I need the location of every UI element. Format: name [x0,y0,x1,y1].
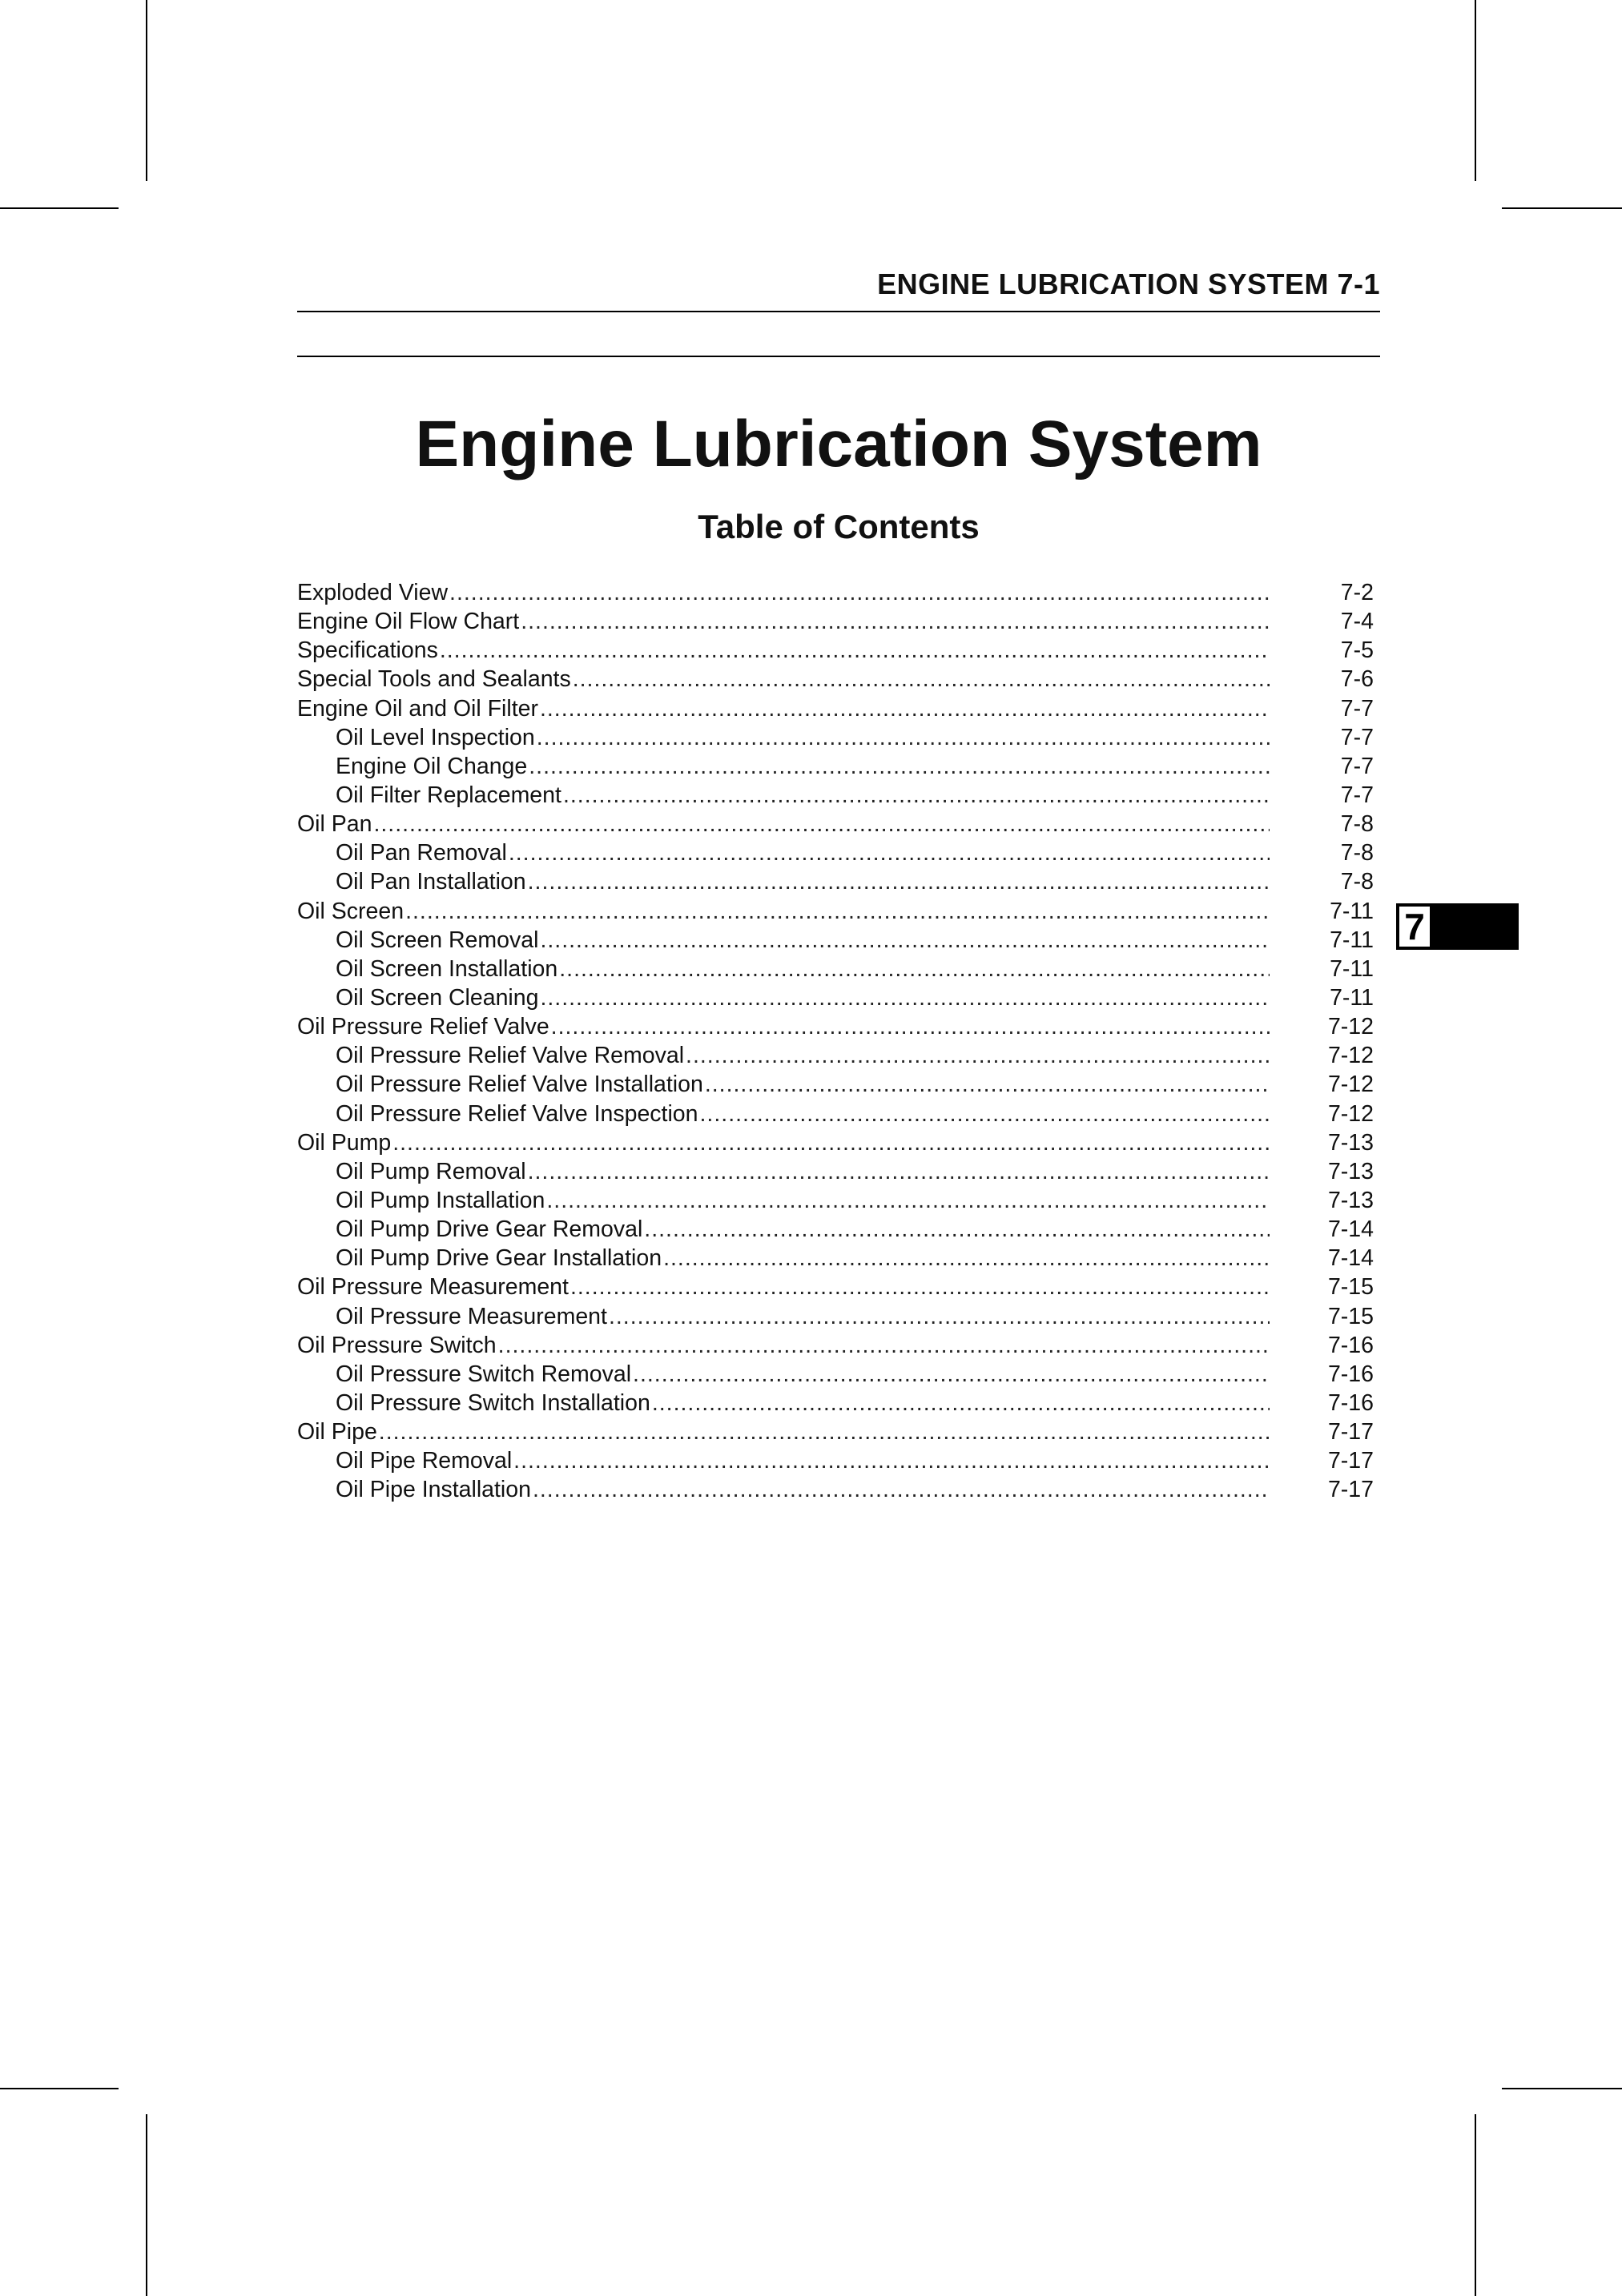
toc-page-number: 7-16 [1327,1332,1374,1358]
toc-dot-leader [528,1157,1270,1186]
toc-page-number: 7-4 [1340,609,1374,635]
toc-page-number: 7-14 [1327,1245,1374,1272]
toc-entry[interactable] [297,1157,1374,1186]
toc-entry-title: Oil Pressure Relief Valve [297,1014,549,1040]
toc-entry[interactable] [297,752,1374,781]
toc-dot-leader [644,1215,1270,1244]
toc-page-number: 7-12 [1327,1100,1374,1127]
toc-dot-leader [551,1012,1270,1041]
toc-page-number: 7-11 [1330,898,1374,924]
toc-page-number: 7-8 [1340,811,1374,838]
crop-mark-bottom-right-vertical [1475,2114,1476,2296]
toc-dot-leader [633,1360,1270,1389]
table-of-contents [297,578,1374,1505]
toc-page-number: 7-7 [1340,753,1374,779]
toc-dot-leader [392,1128,1270,1157]
toc-entry-title: Oil Pipe Removal [336,1448,513,1474]
toc-entry-title: Oil Screen Installation [336,955,558,982]
toc-entry-title: Special Tools and Sealants [297,666,571,693]
toc-entry[interactable] [297,1302,1374,1331]
toc-entry-title: Oil Pan Removal [336,840,507,867]
toc-page-number: 7-5 [1340,637,1374,664]
toc-entry[interactable] [297,636,1374,665]
toc-dot-leader [373,810,1270,838]
toc-page-number: 7-14 [1327,1216,1374,1243]
toc-dot-leader [521,607,1270,636]
toc-page-number: 7-17 [1327,1419,1374,1446]
toc-entry-title: Oil Filter Replacement [336,782,561,808]
toc-entry-title: Oil Pump Drive Gear Removal [336,1216,643,1243]
toc-dot-leader [405,897,1270,926]
crop-mark-top-left-vertical [146,0,147,181]
toc-entry-title: Oil Pressure Switch Installation [336,1389,650,1416]
chapter-number: 7 [1399,907,1430,947]
toc-entry-title: Oil Screen Cleaning [336,984,539,1011]
toc-entry-title: Oil Pump Removal [336,1158,526,1184]
toc-page-number: 7-15 [1327,1303,1374,1329]
toc-dot-leader [663,1244,1270,1273]
toc-entry-title: Oil Pump Installation [336,1187,545,1213]
toc-dot-leader [540,983,1270,1012]
toc-entry-title: Oil Pressure Relief Valve Removal [336,1043,685,1069]
toc-entry[interactable] [297,838,1374,867]
toc-dot-leader [509,838,1270,867]
toc-entry[interactable] [297,1070,1374,1099]
toc-dot-leader [540,694,1270,723]
toc-page-number: 7-17 [1327,1477,1374,1503]
crop-mark-top-right-horizontal [1502,207,1622,209]
toc-page-number: 7-11 [1330,927,1374,953]
toc-page-number: 7-8 [1340,840,1374,867]
toc-entry[interactable] [297,1475,1374,1504]
toc-dot-leader [529,752,1270,781]
title-rule [297,356,1380,357]
toc-entry-title: Engine Oil Change [336,753,528,779]
toc-entry[interactable] [297,1186,1374,1215]
toc-entry[interactable] [297,897,1374,926]
toc-page-number: 7-13 [1327,1158,1374,1184]
toc-dot-leader [537,723,1270,752]
toc-entry[interactable] [297,1360,1374,1389]
toc-dot-leader [686,1041,1270,1070]
toc-entry-title: Oil Pipe Installation [336,1477,531,1503]
toc-entry[interactable] [297,723,1374,752]
toc-page-number: 7-11 [1330,984,1374,1011]
toc-heading: Table of Contents [698,508,980,545]
toc-page-number: 7-15 [1327,1274,1374,1301]
toc-entry[interactable] [297,1417,1374,1446]
toc-dot-leader [449,578,1270,607]
toc-entry-title: Oil Screen [297,898,404,924]
toc-dot-leader [573,665,1270,694]
toc-entry-title: Exploded View [297,580,449,605]
toc-page-number: 7-7 [1340,724,1374,750]
toc-page-number: 7-8 [1340,869,1374,895]
toc-entry-title: Oil Pump [297,1129,392,1156]
toc-entry-title: Oil Pan Installation [336,869,526,895]
toc-dot-leader [498,1331,1270,1360]
toc-entry-title: Oil Pressure Measurement [336,1303,607,1329]
toc-page-number: 7-16 [1327,1389,1374,1416]
toc-dot-leader [570,1273,1270,1301]
toc-page-number: 7-16 [1327,1361,1374,1387]
toc-entry[interactable] [297,1389,1374,1417]
header-rule [297,311,1380,312]
toc-page-number: 7-12 [1327,1072,1374,1098]
chapter-thumb-tab [1396,903,1519,950]
toc-entry[interactable] [297,1215,1374,1244]
toc-page-number: 7-12 [1327,1043,1374,1069]
toc-dot-leader [513,1446,1270,1475]
toc-page-number: 7-7 [1340,782,1374,808]
toc-dot-leader [705,1070,1270,1099]
toc-entry[interactable] [297,1128,1374,1157]
toc-page-number: 7-11 [1330,955,1374,982]
toc-page-number: 7-13 [1327,1129,1374,1156]
crop-mark-bottom-left-horizontal [0,2088,119,2089]
toc-dot-leader [533,1475,1270,1504]
toc-entry[interactable] [297,578,1374,607]
toc-dot-leader [540,926,1270,955]
running-head: ENGINE LUBRICATION SYSTEM 7-1 [877,267,1380,300]
toc-entry-title: Oil Pressure Relief Valve Inspection [336,1100,698,1127]
toc-entry[interactable] [297,1244,1374,1273]
toc-dot-leader [609,1302,1270,1331]
toc-dot-leader [559,955,1270,983]
toc-entry-title: Oil Pressure Switch [297,1332,497,1358]
toc-entry-title: Specifications [297,637,438,664]
toc-entry[interactable] [297,1100,1374,1128]
toc-entry[interactable] [297,1446,1374,1475]
toc-entry[interactable] [297,1041,1374,1070]
toc-entry[interactable] [297,665,1374,694]
toc-entry[interactable] [297,1012,1374,1041]
toc-entry-title: Oil Pump Drive Gear Installation [336,1245,662,1272]
toc-dot-leader [563,781,1270,810]
toc-dot-leader [528,867,1270,896]
toc-page-number: 7-2 [1340,580,1374,605]
crop-mark-top-right-vertical [1475,0,1476,181]
crop-mark-bottom-left-vertical [146,2114,147,2296]
toc-entry[interactable] [297,983,1374,1012]
toc-entry-title: Engine Oil and Oil Filter [297,695,538,722]
toc-page-number: 7-6 [1340,666,1374,693]
toc-entry[interactable] [297,694,1374,723]
toc-entry-title: Oil Pressure Relief Valve Installation [336,1072,703,1098]
toc-page-number: 7-12 [1327,1014,1374,1040]
toc-entry-title: Oil Level Inspection [336,724,535,750]
toc-entry-title: Oil Screen Removal [336,927,539,953]
toc-page-number: 7-17 [1327,1448,1374,1474]
toc-entry[interactable] [297,781,1374,810]
toc-entry[interactable] [297,1331,1374,1360]
crop-mark-bottom-right-horizontal [1502,2088,1622,2089]
toc-entry[interactable] [297,867,1374,896]
toc-entry[interactable] [297,1273,1374,1301]
toc-entry-title: Engine Oil Flow Chart [297,609,520,635]
toc-page-number: 7-7 [1340,695,1374,722]
toc-entry-title: Oil Pressure Switch Removal [336,1361,632,1387]
toc-entry[interactable] [297,810,1374,838]
toc-entry[interactable] [297,955,1374,983]
toc-dot-leader [700,1100,1270,1128]
toc-dot-leader [652,1389,1270,1417]
toc-entry-title: Oil Pressure Measurement [297,1274,569,1301]
toc-dot-leader [546,1186,1270,1215]
crop-mark-top-left-horizontal [0,207,119,209]
toc-entry[interactable] [297,607,1374,636]
toc-entry-title: Oil Pan [297,811,372,838]
toc-entry[interactable] [297,926,1374,955]
toc-dot-leader [379,1417,1270,1446]
toc-entry-title: Oil Pipe [297,1419,377,1446]
toc-page-number: 7-13 [1327,1187,1374,1213]
page-title: Engine Lubrication System [415,408,1262,481]
toc-dot-leader [440,636,1270,665]
